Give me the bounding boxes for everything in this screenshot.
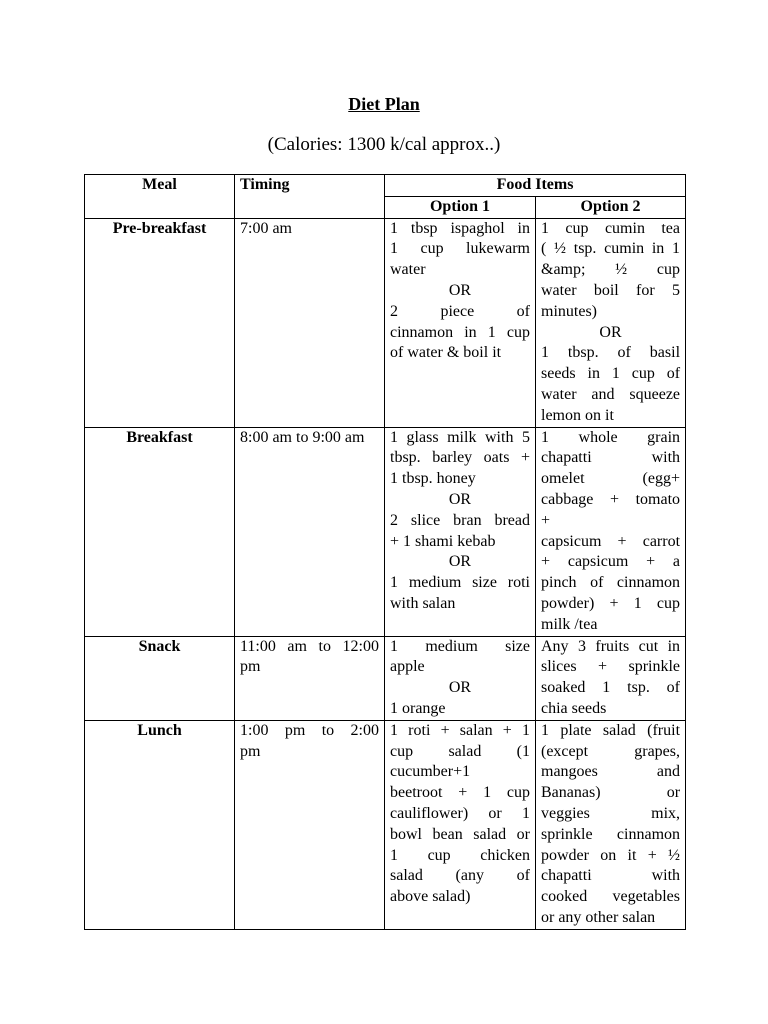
cell-line: lemon on it xyxy=(541,406,614,424)
cell-line: with salan xyxy=(390,594,456,612)
cell-line: 7:00 am xyxy=(240,219,292,237)
cell-line: cooked vegetables xyxy=(541,888,681,906)
cell-line: salad (any of xyxy=(390,867,530,885)
cell-line: veggies mix, xyxy=(541,804,681,822)
cell-line: cucumber+1 xyxy=(390,763,471,781)
cell-line: 1 orange xyxy=(390,699,446,717)
cell-line: OR xyxy=(448,553,472,571)
cell-line: powder) + 1 cup xyxy=(541,594,681,612)
cell-line: 2 slice bran bread xyxy=(390,511,530,529)
cell-line: soaked 1 tsp. of xyxy=(541,679,681,697)
cell-line: 1 cup lukewarm xyxy=(390,240,530,258)
option-1-cell xyxy=(385,636,536,720)
cell-line: minutes) xyxy=(541,302,597,320)
cell-line: water boil for 5 xyxy=(541,281,681,299)
cell-line: Any 3 fruits cut in xyxy=(541,637,681,655)
cell-line: 1 roti + salan + 1 xyxy=(390,721,530,739)
header-food-items: Food Items xyxy=(385,175,686,197)
table-body xyxy=(85,218,686,929)
cell-line: OR xyxy=(448,679,472,697)
cell-line: water and squeeze xyxy=(541,385,681,403)
cell-line: pm xyxy=(240,742,261,760)
option-1-cell xyxy=(385,720,536,929)
cell-line: OR xyxy=(599,323,622,341)
cell-line: cup salad (1 xyxy=(390,742,530,760)
cell-line: 1 tbsp. of basil xyxy=(541,344,681,362)
cell-line: or any other salan xyxy=(541,908,656,926)
cell-line: cinnamon in 1 cup xyxy=(390,323,530,341)
cell-line: capsicum + carrot xyxy=(541,532,681,550)
cell-line: &amp; ½ cup xyxy=(541,261,681,279)
cell-line: 1 medium size xyxy=(390,637,530,655)
cell-line: 1 tbsp. honey xyxy=(390,470,476,488)
header-row xyxy=(85,175,686,197)
timing-cell xyxy=(235,636,385,720)
cell-line: 1 plate salad (fruit xyxy=(541,721,681,739)
cell-line: 2 piece of xyxy=(390,302,530,320)
cell-line: bowl bean salad or xyxy=(390,825,530,843)
meal-cell: Breakfast xyxy=(85,427,235,636)
header-option-1: Option 1 xyxy=(385,196,536,218)
cell-line: cabbage + tomato xyxy=(541,490,681,508)
cell-line: 11:00 am to 12:00 xyxy=(240,637,379,655)
cell-line: + xyxy=(541,511,551,529)
cell-line: mangoes and xyxy=(541,763,681,781)
cell-line: of water & boil it xyxy=(390,344,502,362)
cell-line: 1 tbsp ispaghol in xyxy=(390,219,530,237)
header-option-2: Option 2 xyxy=(536,196,686,218)
cell-line: 8:00 am to 9:00 am xyxy=(240,428,365,446)
table-row xyxy=(85,427,686,636)
cell-line: beetroot + 1 cup xyxy=(390,784,530,802)
cell-line: 1 cup chicken xyxy=(390,846,530,864)
meal-cell: Pre-breakfast xyxy=(85,218,235,427)
cell-line: tbsp. barley oats + xyxy=(390,449,530,467)
cell-line: 1 glass milk with 5 xyxy=(390,428,530,446)
cell-line: chapatti with xyxy=(541,867,681,885)
option-2-cell xyxy=(536,636,686,720)
cell-line: + 1 shami kebab xyxy=(390,532,496,550)
cell-line: 1 whole grain xyxy=(541,428,681,446)
cell-line: slices + sprinkle xyxy=(541,658,681,676)
cell-line: 1 cup cumin tea xyxy=(541,219,681,237)
option-2-cell xyxy=(536,720,686,929)
cell-line: 1:00 pm to 2:00 xyxy=(240,721,379,739)
cell-line: OR xyxy=(448,490,472,508)
cell-line: seeds in 1 cup of xyxy=(541,365,681,383)
cell-line: milk /tea xyxy=(541,615,598,633)
cell-line: pm xyxy=(240,658,261,676)
table-row xyxy=(85,720,686,929)
cell-line: Bananas) or xyxy=(541,784,681,802)
cell-line: (except grapes, xyxy=(541,742,681,760)
timing-cell xyxy=(235,218,385,427)
calories-subtitle: (Calories: 1300 k/cal approx..) xyxy=(267,134,501,155)
cell-line: sprinkle cinnamon xyxy=(541,825,681,843)
cell-line: OR xyxy=(448,281,472,299)
cell-line: chia seeds xyxy=(541,699,607,717)
table-row xyxy=(85,218,686,427)
cell-line: pinch of cinnamon xyxy=(541,574,681,592)
diet-plan-table xyxy=(84,174,686,930)
cell-line: cauliflower) or 1 xyxy=(390,804,530,822)
option-2-cell xyxy=(536,218,686,427)
header-timing: Timing xyxy=(235,175,385,219)
option-1-cell xyxy=(385,218,536,427)
cell-line: + capsicum + a xyxy=(541,553,681,571)
cell-line: powder on it + ½ xyxy=(541,846,681,864)
cell-line: apple xyxy=(390,658,425,676)
meal-cell: Snack xyxy=(85,636,235,720)
cell-line: 1 medium size roti xyxy=(390,574,530,592)
cell-line: omelet (egg+ xyxy=(541,470,681,488)
meal-cell: Lunch xyxy=(85,720,235,929)
header-meal: Meal xyxy=(85,175,235,219)
option-1-cell xyxy=(385,427,536,636)
cell-line: chapatti with xyxy=(541,449,681,467)
cell-line: ( ½ tsp. cumin in 1 xyxy=(541,240,681,258)
cell-line: water xyxy=(390,261,426,279)
option-2-cell xyxy=(536,427,686,636)
table-row xyxy=(85,636,686,720)
cell-line: above salad) xyxy=(390,888,471,906)
page-title: Diet Plan xyxy=(348,94,420,114)
timing-cell xyxy=(235,720,385,929)
timing-cell xyxy=(235,427,385,636)
